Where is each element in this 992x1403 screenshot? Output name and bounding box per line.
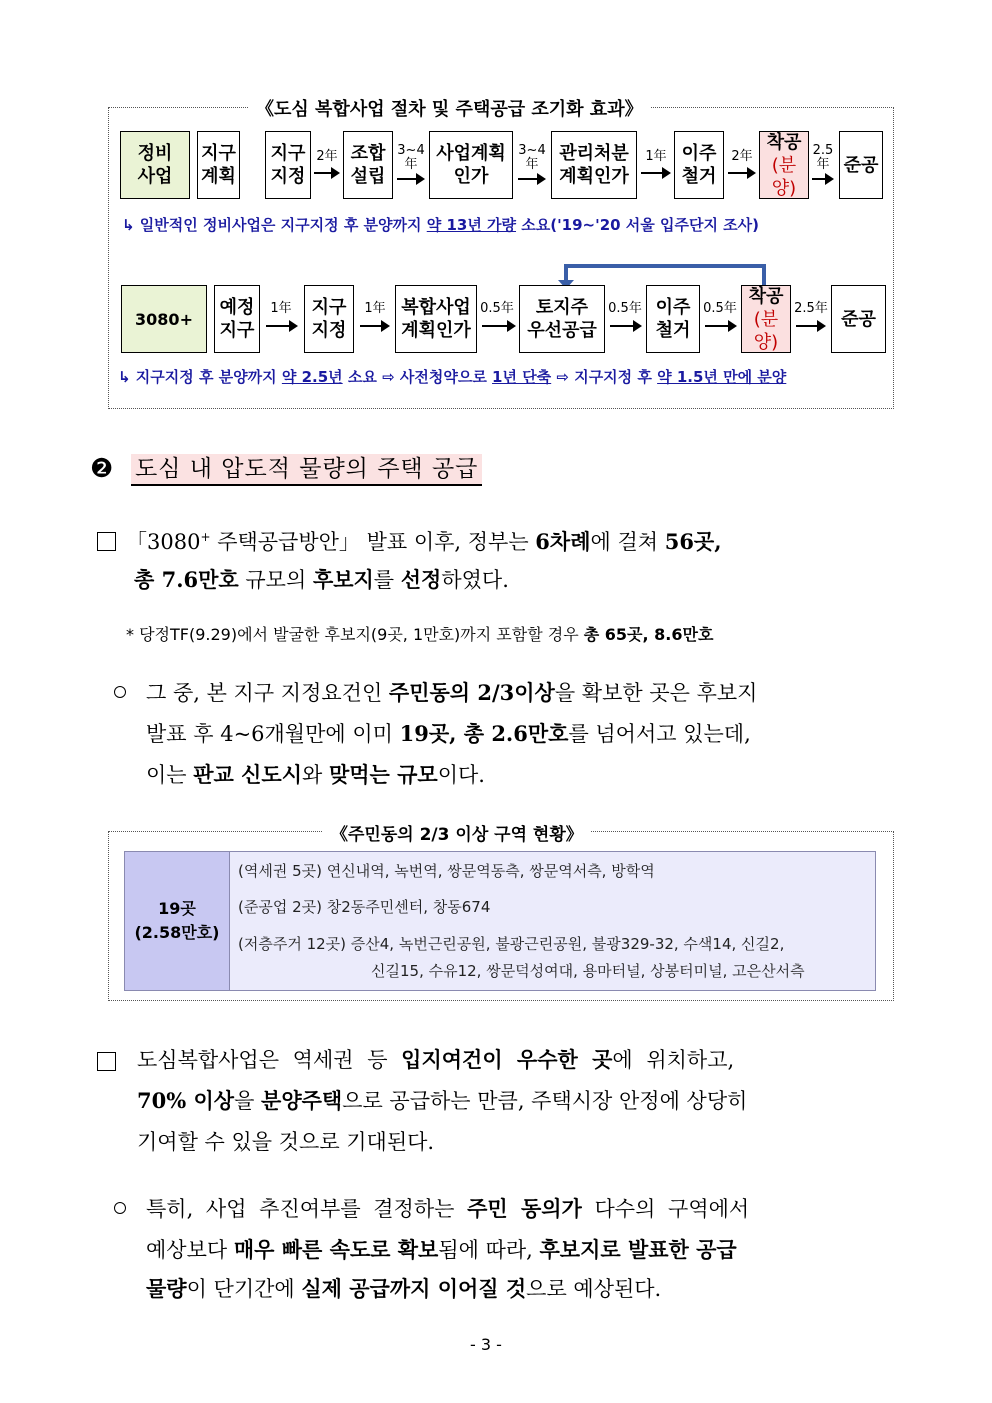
consent-box-title: 《주민동의 2/3 이상 구역 현황》 <box>323 820 591 845</box>
para2-line3: 이는 판교 신도시와 맞먹는 규모이다. <box>146 762 485 787</box>
para1-footnote: * 당정TF(9.29)에서 발굴한 후보지(9곳, 1만호)까지 포함할 경우 총 65곳, 8.6만호 <box>126 625 714 644</box>
row1-node-relocation: 이주 철거 <box>674 131 724 199</box>
para1-line1: 「3080+ 주택공급방안」 발표 이후, 정부는 6차례에 걸쳐 56곳, <box>126 529 722 554</box>
row2-duration-5: 0.5年 <box>703 301 737 316</box>
circle-bullet-1 <box>114 686 126 698</box>
row1-duration-6a: 2.5 <box>812 143 834 158</box>
row2-node-construction-start: 착공 (분양) <box>741 285 791 353</box>
row1-duration-6b: 年 <box>816 157 830 172</box>
row2-arrow-6 <box>796 325 824 327</box>
row2-node-landowner-supply: 토지주 우선공급 <box>519 285 605 353</box>
row1-duration-4: 1年 <box>645 149 667 164</box>
row1-arrow-2 <box>397 178 423 180</box>
consent-line-industrial: (준공업 2곳) 창2동주민센터, 창동674 <box>238 898 491 916</box>
row1-arrow-1 <box>314 172 338 174</box>
row2-node-expected-district: 예정 지구 <box>214 285 260 353</box>
row2-node-district-designation: 지구 지정 <box>304 285 354 353</box>
para4-line3: 물량이 단기간에 실제 공급까지 이어질 것으로 예상된다. <box>146 1276 662 1301</box>
consent-table <box>124 851 876 991</box>
row2-duration-6: 2.5年 <box>794 301 828 316</box>
section-heading: 도심 내 압도적 물량의 주택 공급 <box>131 454 482 486</box>
row2-node-relocation: 이주 철거 <box>646 285 700 353</box>
row1-note: ↳ 일반적인 정비사업은 지구지정 후 분양까지 약 13년 가량 소요('19~'20 서울 입주단지 조사) <box>122 216 760 234</box>
para3-line1: 도심복합사업은 역세권 등 입지여건이 우수한 곳에 위치하고, <box>137 1047 735 1072</box>
consent-count: 19곳 <box>158 899 196 918</box>
row2-duration-2: 1年 <box>364 301 386 316</box>
consent-units: (2.58만호) <box>134 923 220 942</box>
para4-line1: 특히, 사업 추진여부를 결정하는 주민 동의가 다수의 구역에서 <box>146 1196 750 1221</box>
para3-line2: 70% 이상을 분양주택으로 공급하는 만큼, 주택시장 안정에 상당히 <box>137 1088 748 1113</box>
row2-duration-1: 1年 <box>270 301 292 316</box>
row1-duration-5: 2年 <box>731 149 753 164</box>
process-box-title: 《도심 복합사업 절차 및 주택공급 조기화 효과》 <box>248 95 651 121</box>
para2-line2: 발표 후 4~6개월만에 이미 19곳, 총 2.6만호를 넘어서고 있는데, <box>146 721 751 746</box>
row1-node-district-plan: 지구 계획 <box>197 131 240 199</box>
row2-duration-4: 0.5年 <box>608 301 642 316</box>
consent-line-lowrise-cont: 신길15, 수유12, 쌍문덕성여대, 용마터널, 상봉터미널, 고은산서측 <box>371 962 805 980</box>
para3-line3: 기여할 수 있을 것으로 기대된다. <box>137 1130 435 1154</box>
row1-arrow-5 <box>728 172 754 174</box>
row2-arrow-1 <box>266 325 296 327</box>
consent-detail-cell <box>230 852 875 990</box>
row1-arrow-6 <box>812 178 832 180</box>
row2-node-complex-plan: 복합사업 계획인가 <box>395 285 477 353</box>
row2-node-completion: 준공 <box>831 285 886 353</box>
para4-line2: 예상보다 매우 빠른 속도로 확보됨에 따라, 후보지로 발표한 공급 <box>146 1237 737 1262</box>
row1-duration-3b: 年 <box>525 157 539 172</box>
row1-node-district-designation: 지구 지정 <box>265 131 311 199</box>
checkbox-bullet-1 <box>97 532 116 551</box>
row2-group-label: 3080+ <box>121 285 207 353</box>
consent-summary-cell <box>125 852 230 990</box>
row2-arrow-4 <box>610 325 640 327</box>
section-bullet: ❷ <box>90 454 114 484</box>
consent-line-station: (역세권 5곳) 연신내역, 녹번역, 쌍문역동측, 쌍문역서측, 방학역 <box>238 862 655 880</box>
para1-line2: 총 7.6만호 규모의 후보지를 선정하였다. <box>134 567 509 592</box>
row1-node-union: 조합 설립 <box>343 131 393 199</box>
row1-arrow-4 <box>641 172 669 174</box>
checkbox-bullet-2 <box>97 1052 116 1071</box>
row1-duration-2a: 3~4 <box>397 143 425 158</box>
row2-arrow-5 <box>705 325 735 327</box>
row1-group-label: 정비 사업 <box>120 131 190 199</box>
page-number: - 3 - <box>470 1335 502 1354</box>
row2-arrow-3 <box>482 325 514 327</box>
row1-arrow-3 <box>518 178 544 180</box>
row1-node-business-plan: 사업계획 인가 <box>429 131 513 199</box>
row1-node-management-disposal: 관리처분 계획인가 <box>551 131 637 199</box>
row2-duration-3: 0.5年 <box>480 301 514 316</box>
para2-line1: 그 중, 본 지구 지정요건인 주민동의 2/3이상을 확보한 곳은 후보지 <box>146 680 758 705</box>
circle-bullet-2 <box>114 1202 126 1214</box>
row2-note: ↳ 지구지정 후 분양까지 약 2.5년 소요 ⇨ 사전청약으로 1년 단축 ⇨ 지구지정 후 약 1.5년 만에 분양 <box>118 368 787 386</box>
row2-arrow-2 <box>360 325 388 327</box>
row1-duration-3a: 3~4 <box>518 143 546 158</box>
row1-node-completion: 준공 <box>839 131 883 199</box>
row1-duration-2b: 年 <box>404 157 418 172</box>
row1-node-construction-start: 착공 (분양) <box>759 131 809 199</box>
consent-line-lowrise: (저층주거 12곳) 증산4, 녹번근린공원, 불광근린공원, 불광329-32, 수색14, 신길2, <box>238 935 785 953</box>
row1-duration-1: 2年 <box>316 149 338 164</box>
